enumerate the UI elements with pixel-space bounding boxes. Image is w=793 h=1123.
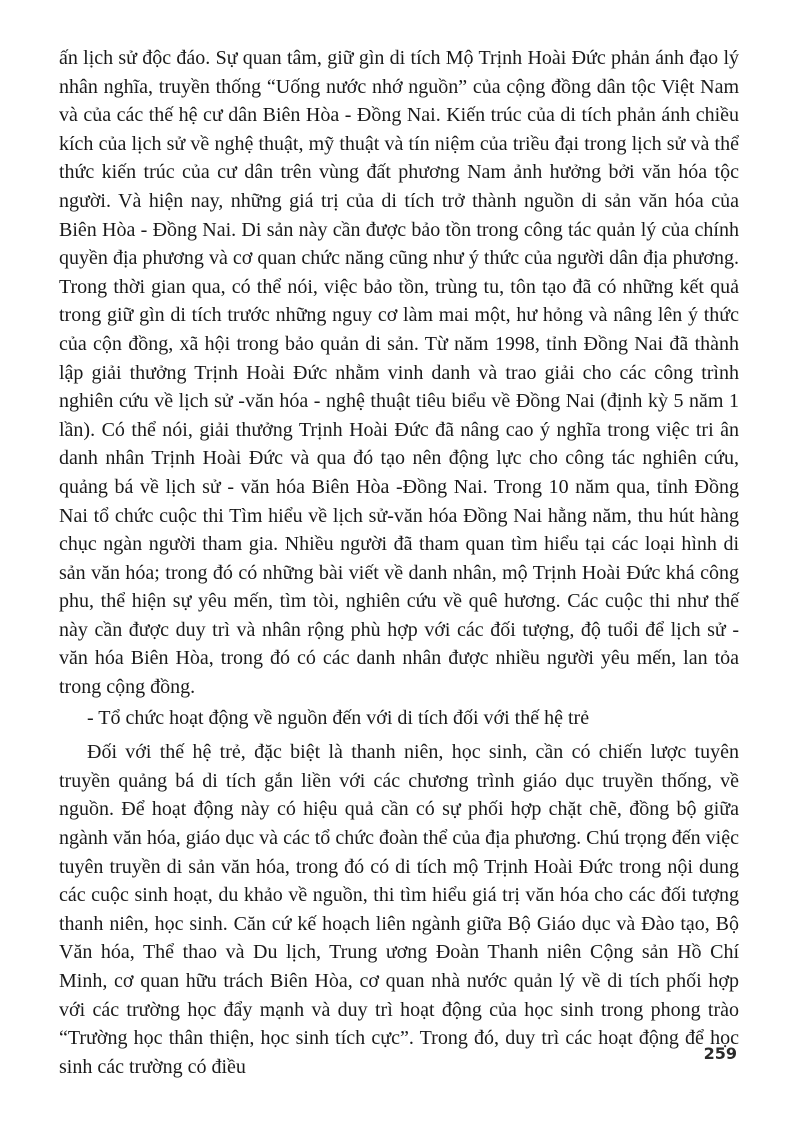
- section-item-heading: - Tổ chức hoạt động về nguồn đến với di tích đối với thế hệ trẻ: [87, 706, 590, 729]
- paragraph-continued: ấn lịch sử độc đáo. Sự quan tâm, giữ gìn di tích Mộ Trịnh Hoài Đức phản ánh đạo lý nhân nghĩa, truyền thống “Uống nước nhớ nguồn” của cộng đồng dân tộc Việt Nam và của các thế hệ cư dân Biên Hòa - Đồng Nai. Kiến trúc của di tích phản ánh chiều kích của lịch sử về nghệ thuật, mỹ thuật và tín niệm của triều đại trong lịch sử và thể thức kiến trúc của cư dân trên vùng đất phương Nam ảnh hưởng bởi văn hóa tộc người. Và hiện nay, những giá trị của di tích trở thành nguồn di sản văn hóa của Biên Hòa - Đồng Nai. Di sản này cần được bảo tồn trong công tác quản lý của chính quyền địa phương và cơ quan chức năng cũng như ý thức của người dân địa phương. Trong thời gian qua, có thể nói, việc bảo tồn, trùng tu, tôn tạo đã có những kết quả trong giữ gìn di tích trước những nguy cơ làm mai một, hư hỏng và nâng lên ý thức của cộn đồng, xã hội trong bảo quản di sản. Từ năm 1998, tỉnh Đồng Nai đã thành lập giải thưởng Trịnh Hoài Đức nhằm vinh danh và trao giải cho các công trình nghiên cứu về lịch sử -văn hóa - nghệ thuật tiêu biểu về Đồng Nai (định kỳ 5 năm 1 lần). Có thể nói, giải thưởng Trịnh Hoài Đức đã nâng cao ý nghĩa trong việc tri ân danh nhân Trịnh Hoài Đức và qua đó tạo nên động lực cho công tác nghiên cứu, quảng bá về lịch sử - văn hóa Biên Hòa -Đồng Nai. Trong 10 năm qua, tỉnh Đồng Nai tổ chức cuộc thi Tìm hiểu về lịch sử-văn hóa Đồng Nai hằng năm, thu hút hàng chục ngàn người tham gia. Nhiều người đã tham quan tìm hiểu tại các loại hình di sản văn hóa; trong đó có những bài viết về danh nhân, mộ Trịnh Hoài Đức khá công phu, thể hiện sự yêu mến, tìm tòi, nghiên cứu về quê hương. Các cuộc thi như thế này cần được duy trì và nhân rộng phù hợp với các đối tượng, độ tuổi để lịch sử - văn hóa Biên Hòa, trong đó có các danh nhân được nhiều người yêu mến, lan tỏa trong cộng đồng.: [59, 47, 739, 699]
- page-body: [59, 44, 739, 1081]
- paragraph-youth-activities: Đối với thế hệ trẻ, đặc biệt là thanh niên, học sinh, cần có chiến lược tuyên truyền quảng bá di tích gắn liền với các chương trình giáo dục truyền thống, về nguồn. Để hoạt động này có hiệu quả cần có sự phối hợp chặt chẽ, đồng bộ giữa ngành văn hóa, giáo dục và các tổ chức đoàn thể của địa phương. Chú trọng đến việc tuyên truyền di sản văn hóa, trong đó có di tích mộ Trịnh Hoài Đức trong nội dung các cuộc sinh hoạt, du khảo về nguồn, thi tìm hiểu giá trị văn hóa cho các đối tượng thanh niên, học sinh. Căn cứ kế hoạch liên ngành giữa Bộ Giáo dục và Đào tạo, Bộ Văn hóa, Thể thao và Du lịch, Trung ương Đoàn Thanh niên Cộng sản Hồ Chí Minh, cơ quan hữu trách Biên Hòa, cơ quan nhà nước quản lý về di tích phối hợp với các trường học đẩy mạnh và duy trì hoạt động của học sinh trong phong trào “Trường học thân thiện, học sinh tích cực”. Trong đó, duy trì các hoạt động để học sinh các trường có điều: [59, 741, 739, 1078]
- page-number: 259: [703, 1044, 737, 1063]
